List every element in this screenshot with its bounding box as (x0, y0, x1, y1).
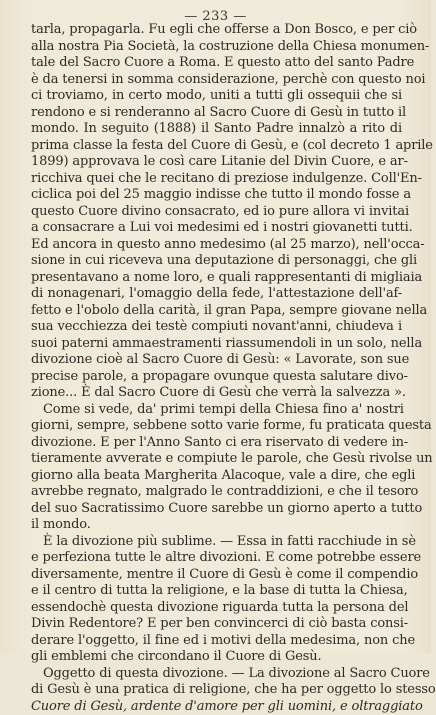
text-line: ci troviamo, in certo modo, uniti a tutti gli ossequii che si (31, 88, 402, 105)
text-line: è da tenersi in somma considerazione, perchè con questo noi (31, 72, 402, 89)
text-line: derare l'oggetto, il fine ed i motivi della medesima, non che (31, 633, 402, 650)
text-line: alla nostra Pia Società, la costruzione della Chiesa monumen- (31, 39, 402, 56)
text-line: presentavano a nome loro, e quali rappresentanti di migliaia (31, 270, 402, 287)
body-text (31, 22, 402, 715)
text-line: ciclica poi del 25 maggio indisse che tutto il mondo fosse a (31, 187, 402, 204)
text-line: rendono e si renderanno al Sacro Cuore di Gesù in tutto il (31, 105, 402, 122)
text-line: Ed ancora in questo anno medesimo (al 25 marzo), nell'occa- (31, 237, 402, 254)
text-line: e il centro di tutta la religione, e la base di tutta la Chiesa, (31, 583, 402, 600)
text-line: avrebbe regnato, malgrado le contraddizioni, e che il tesoro (31, 484, 402, 501)
section-heading-line: Oggetto di questa divozione. — La divozione al Sacro Cuore (31, 666, 402, 683)
text-line: zione... È dal Sacro Cuore di Gesù che verrà la salvezza ». (31, 385, 402, 402)
text-line: sione in cui riceveva una deputazione di personaggi, che gli (31, 253, 402, 270)
text-line: 1899) approvava le così care Litanie del Divin Cuore, e ar- (31, 154, 402, 171)
text-line: questo Cuore divino consacrato, ed io pure allora vi invitai (31, 204, 402, 221)
text-line: giorni, sempre, sebbene sotto varie forme, fu praticata questa (31, 418, 402, 435)
text-line: del suo Sacratissimo Cuore sarebbe un giorno aperto a tutto (31, 501, 402, 518)
text-line: diversamente, mentre il Cuore di Gesù è come il compendio (31, 567, 402, 584)
text-line: tarla, propagarla. Fu egli che offerse a Don Bosco, e per ciò (31, 22, 402, 39)
page-number: — 233 — (0, 9, 431, 24)
text-line: Cuore di Gesù, ardente d'amore per gli uomini, e oltraggiato (31, 699, 402, 715)
text-line: a consacrare a Lui voi medesimi ed i nostri giovanetti tutti. (31, 220, 402, 237)
text-line: Divin Redentore? E per ben convincerci di ciò basta consi- (31, 616, 402, 633)
text-line: divozione cioè al Sacro Cuore di Gesù: « Lavorate, son sue (31, 352, 402, 369)
text-line: suoi paterni ammaestramenti riassumendoli in un solo, nella (31, 336, 402, 353)
text-line: gli emblemi che circondano il Cuore di Gesù. (31, 649, 402, 666)
text-line: il mondo. (31, 517, 402, 534)
text-line: fetto e l'obolo della carità, il gran Papa, sempre giovane nella (31, 303, 402, 320)
text-line: giorno alla beata Margherita Alacoque, vale a dire, che egli (31, 468, 402, 485)
text-line: prima classe la festa del Cuore di Gesù, e (col decreto 1 aprile (31, 138, 402, 155)
text-line: divozione. E per l'Anno Santo ci era riservato di vedere in- (31, 435, 402, 452)
section-heading-line: È la divozione più sublime. — Essa in fatti racchiude in sè (31, 534, 402, 551)
text-line: mondo. In seguito (1888) il Santo Padre innalzò a rito di (31, 121, 402, 138)
text-line: tieramente avverate e compiute le parole, che Gesù rivolse un (31, 451, 402, 468)
text-line: Come si vede, da' primi tempi della Chiesa fino a' nostri (31, 402, 402, 419)
text-line: di nonagenari, l'omaggio della fede, l'attestazione dell'af- (31, 286, 402, 303)
text-line: precise parole, a propagare ovunque questa salutare divo- (31, 369, 402, 386)
text-line: tale del Sacro Cuore a Roma. E questo atto del santo Padre (31, 55, 402, 72)
text-line: di Gesù è una pratica di religione, che ha per oggetto lo stesso (31, 682, 402, 699)
text-line: essendochè questa divozione riguarda tutta la persona del (31, 600, 402, 617)
text-line: ricchiva quei che le recitano di preziose indulgenze. Coll'En- (31, 171, 402, 188)
text-line: sua vecchiezza dei testè compiuti novant'anni, chiudeva i (31, 319, 402, 336)
text-line: e perfeziona tutte le altre divozioni. E come potrebbe essere (31, 550, 402, 567)
